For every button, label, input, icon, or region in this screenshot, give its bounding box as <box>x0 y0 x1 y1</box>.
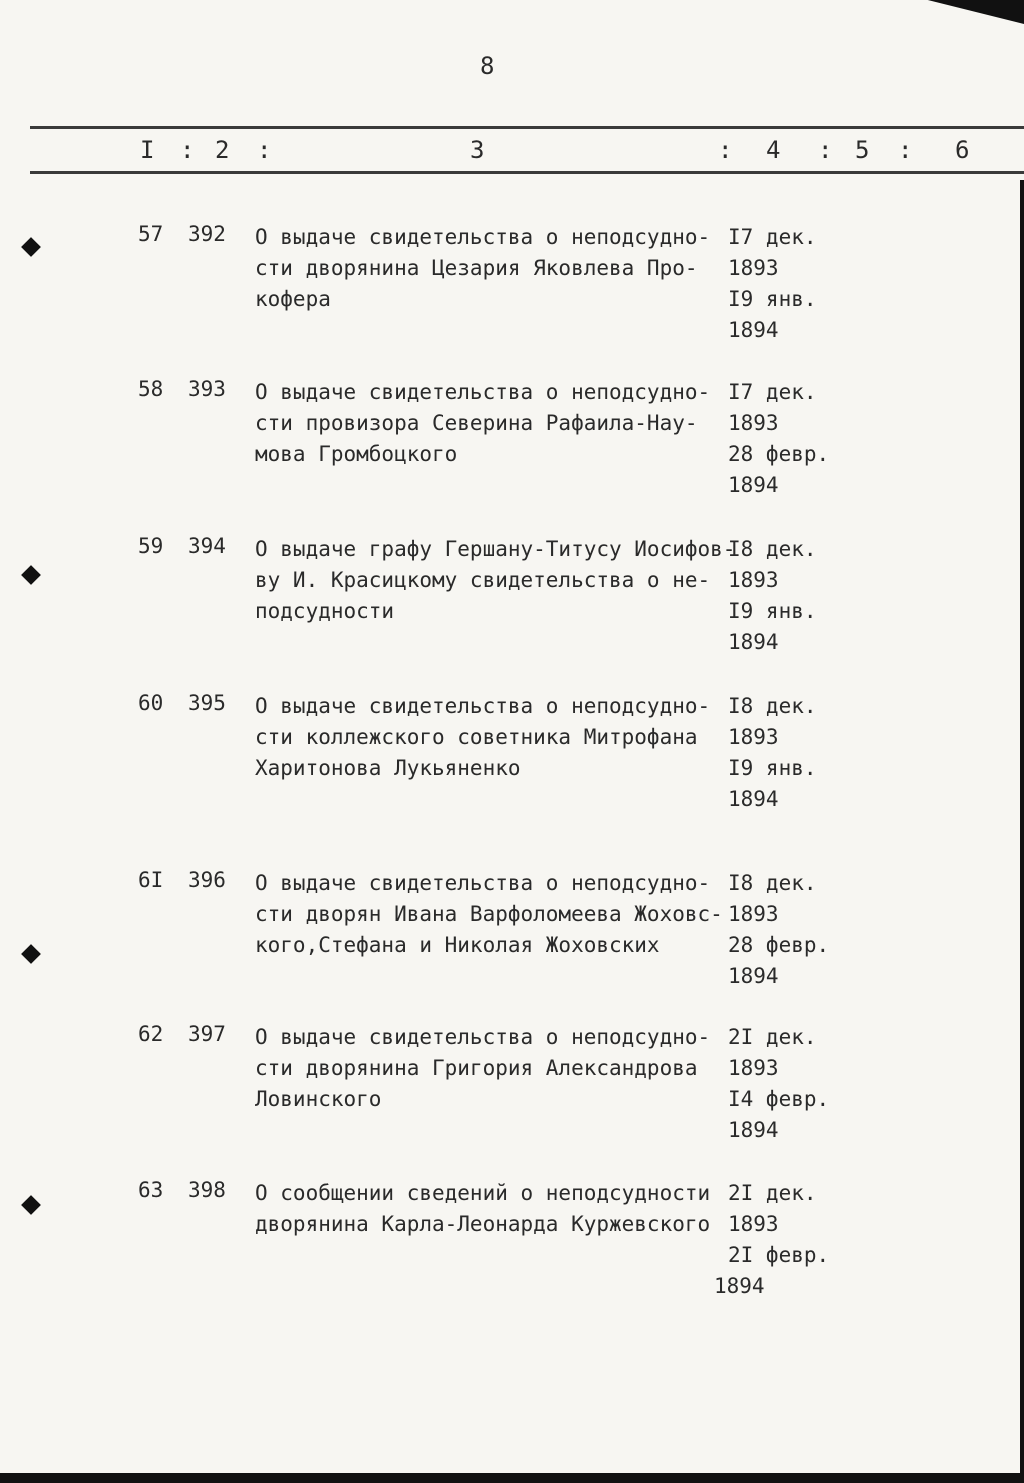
start-year: 1893 <box>728 1212 779 1236</box>
title-line: сти дворян Ивана Варфоломеева Жоховс- <box>255 902 723 926</box>
row-number: 62 <box>138 1022 164 1046</box>
end-year: 1894 <box>728 473 779 497</box>
table-row <box>0 377 1024 517</box>
title-line: сти провизора Северина Рафаила-Нау- <box>255 411 698 435</box>
start-date: I7 дек. <box>728 380 817 404</box>
file-number: 394 <box>188 534 226 558</box>
end-year: 1894 <box>728 787 779 811</box>
end-year: 1894 <box>728 964 779 988</box>
file-number: 398 <box>188 1178 226 1202</box>
column-header-6: 6 <box>955 136 970 164</box>
end-year: 1894 <box>714 1274 765 1298</box>
row-number: 59 <box>138 534 164 558</box>
header-rule-top <box>30 126 1024 129</box>
scan-corner-mark <box>894 0 1024 24</box>
column-header-sep: : <box>898 136 913 164</box>
title-line: ву И. Красицкому свидетельства о не- <box>255 568 711 592</box>
column-header-1: I <box>140 136 155 164</box>
column-header-sep: : <box>818 136 833 164</box>
end-year: 1894 <box>728 1118 779 1142</box>
end-date: I9 янв. <box>728 756 817 780</box>
table-row <box>0 691 1024 831</box>
column-header-sep: : <box>257 136 272 164</box>
end-date: 2I февр. <box>728 1243 830 1267</box>
end-date: 28 февр. <box>728 933 830 957</box>
start-date: I8 дек. <box>728 871 817 895</box>
file-number: 397 <box>188 1022 226 1046</box>
start-year: 1893 <box>728 568 779 592</box>
table-row <box>0 868 1024 1008</box>
scan-bottom-edge <box>0 1473 1024 1483</box>
end-year: 1894 <box>728 630 779 654</box>
title-line: сти дворянина Григория Александрова <box>255 1056 698 1080</box>
row-number: 60 <box>138 691 164 715</box>
title-line: мова Громбоцкого <box>255 442 458 466</box>
end-date: I4 февр. <box>728 1087 830 1111</box>
table-row <box>0 534 1024 674</box>
title-line: подсудности <box>255 599 395 623</box>
end-date: 28 февр. <box>728 442 830 466</box>
table-row <box>0 222 1024 362</box>
title-line: О выдаче графу Гершану-Титусу Иосифов- <box>255 537 736 561</box>
page-number: 8 <box>480 52 495 80</box>
title-line: дворянина Карла-Леонарда Куржевского <box>255 1212 711 1236</box>
row-number: 6I <box>138 868 164 892</box>
start-year: 1893 <box>728 725 779 749</box>
column-header-2: 2 <box>215 136 230 164</box>
title-line: Харитонова Лукьяненко <box>255 756 521 780</box>
file-number: 395 <box>188 691 226 715</box>
end-year: 1894 <box>728 318 779 342</box>
title-line: сти коллежского советника Митрофана <box>255 725 698 749</box>
start-year: 1893 <box>728 1056 779 1080</box>
title-line: кофера <box>255 287 331 311</box>
title-line: О выдаче свидетельства о неподсудно- <box>255 1025 711 1049</box>
table-row <box>0 1022 1024 1162</box>
row-number: 58 <box>138 377 164 401</box>
file-number: 393 <box>188 377 226 401</box>
table-row <box>0 1178 1024 1318</box>
column-header-4: 4 <box>766 136 781 164</box>
start-date: 2I дек. <box>728 1181 817 1205</box>
start-date: 2I дек. <box>728 1025 817 1049</box>
title-line: О выдаче свидетельства о неподсудно- <box>255 694 711 718</box>
start-year: 1893 <box>728 256 779 280</box>
row-number: 57 <box>138 222 164 246</box>
column-header-sep: : <box>180 136 195 164</box>
header-rule-bottom <box>30 171 1024 174</box>
start-date: I8 дек. <box>728 537 817 561</box>
start-year: 1893 <box>728 902 779 926</box>
title-line: О выдаче свидетельства о неподсудно- <box>255 380 711 404</box>
title-line: О выдаче свидетельства о неподсудно- <box>255 871 711 895</box>
title-line: О сообщении сведений о неподсудности <box>255 1181 711 1205</box>
end-date: I9 янв. <box>728 599 817 623</box>
start-date: I7 дек. <box>728 225 817 249</box>
row-number: 63 <box>138 1178 164 1202</box>
title-line: Ловинского <box>255 1087 382 1111</box>
file-number: 392 <box>188 222 226 246</box>
title-line: кого,Стефана и Николая Жоховских <box>255 933 660 957</box>
column-header-3: 3 <box>470 136 485 164</box>
start-date: I8 дек. <box>728 694 817 718</box>
column-header-sep: : <box>718 136 733 164</box>
title-line: сти дворянина Цезария Яковлева Про- <box>255 256 698 280</box>
end-date: I9 янв. <box>728 287 817 311</box>
column-header-5: 5 <box>855 136 870 164</box>
file-number: 396 <box>188 868 226 892</box>
title-line: О выдаче свидетельства о неподсудно- <box>255 225 711 249</box>
start-year: 1893 <box>728 411 779 435</box>
